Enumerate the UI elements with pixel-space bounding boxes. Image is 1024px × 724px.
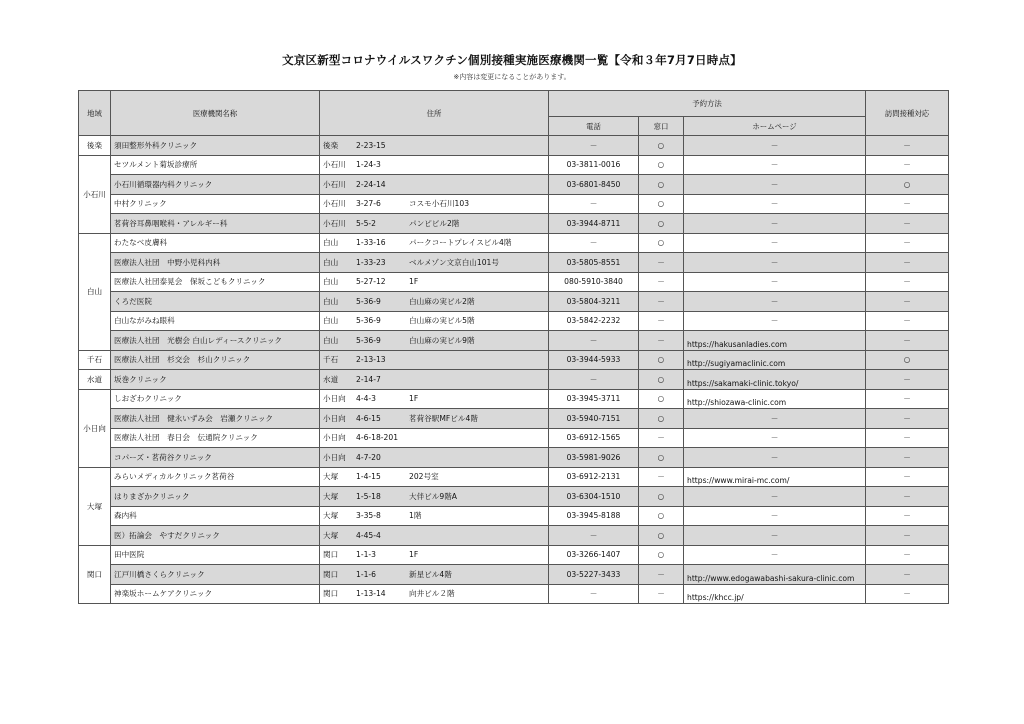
address-cell xyxy=(320,331,549,351)
header-homepage: ホームページ xyxy=(684,117,866,136)
address-town: 白山 xyxy=(323,335,339,345)
clinic-name: 小石川循環器内科クリニック xyxy=(111,175,320,195)
counter-cell: ○ xyxy=(639,370,684,390)
address-number: 5-36-9 xyxy=(356,316,381,326)
address-building: 1F xyxy=(409,394,419,404)
address-cell xyxy=(320,584,549,604)
address-cell xyxy=(320,565,549,585)
address-town: 小石川 xyxy=(323,160,346,170)
phone-cell: 03-5227-3433 xyxy=(549,565,639,585)
visit-cell: － xyxy=(866,272,949,292)
address-cell xyxy=(320,350,549,370)
counter-cell: － xyxy=(639,311,684,331)
homepage-cell: － xyxy=(684,526,866,546)
clinic-name: 医療法人社団 中野小児科内科 xyxy=(111,253,320,273)
phone-cell: － xyxy=(549,331,639,351)
address-number: 1-4-15 xyxy=(356,472,381,482)
document-title: 文京区新型コロナウイルスワクチン個別接種実施医療機関一覧【令和３年7月7日時点】 xyxy=(282,53,742,67)
visit-cell: － xyxy=(866,370,949,390)
homepage-link[interactable]: https://khcc.jp/ xyxy=(684,584,866,604)
clinic-name: 医療法人社団 春日会 伝通院クリニック xyxy=(111,428,320,448)
address-town: 白山 xyxy=(323,296,339,306)
header-reservation: 予約方法 xyxy=(549,91,866,117)
phone-cell: 03-6801-8450 xyxy=(549,175,639,195)
homepage-link[interactable]: http://shiozawa-clinic.com xyxy=(684,389,866,409)
address-town: 千石 xyxy=(323,355,339,365)
address-cell xyxy=(320,253,549,273)
visit-cell: － xyxy=(866,214,949,234)
address-number: 1-33-16 xyxy=(356,238,386,248)
counter-cell: ○ xyxy=(639,487,684,507)
visit-cell: － xyxy=(866,526,949,546)
homepage-cell: － xyxy=(684,155,866,175)
clinic-name: しおざわクリニック xyxy=(111,389,320,409)
counter-cell: ○ xyxy=(639,233,684,253)
address-cell xyxy=(320,506,549,526)
homepage-cell: － xyxy=(684,545,866,565)
address-cell xyxy=(320,175,549,195)
address-number: 1-24-3 xyxy=(356,160,381,170)
address-cell xyxy=(320,487,549,507)
table-row xyxy=(79,272,949,292)
address-town: 小石川 xyxy=(323,199,346,209)
address-number: 2-23-15 xyxy=(356,140,386,150)
counter-cell: － xyxy=(639,428,684,448)
visit-cell: － xyxy=(866,136,949,156)
area-cell: 小日向 xyxy=(79,389,111,467)
visit-cell: ○ xyxy=(866,175,949,195)
address-building: コスモ小石川103 xyxy=(409,199,470,209)
table-row xyxy=(79,331,949,351)
table-row xyxy=(79,545,949,565)
table-row xyxy=(79,175,949,195)
phone-cell: － xyxy=(549,584,639,604)
clinic-name: 須田整形外科クリニック xyxy=(111,136,320,156)
address-number: 3-35-8 xyxy=(356,511,381,521)
header-area: 地域 xyxy=(79,91,111,136)
counter-cell: ○ xyxy=(639,409,684,429)
header-address: 住所 xyxy=(320,91,549,136)
address-building: 1階 xyxy=(409,511,422,521)
clinic-name: 江戸川橋さくらクリニック xyxy=(111,565,320,585)
document-note: ※内容は変更になることがあります。 xyxy=(453,73,571,81)
clinic-name: 医療法人社団 光樹会 白山レディースクリニック xyxy=(111,331,320,351)
address-town: 小日向 xyxy=(323,394,346,404)
clinic-name: くろだ医院 xyxy=(111,292,320,312)
visit-cell: － xyxy=(866,292,949,312)
clinic-name: 医療法人社団 健永いずみ会 岩瀬クリニック xyxy=(111,409,320,429)
counter-cell: ○ xyxy=(639,214,684,234)
header-visit: 訪問接種対応 xyxy=(866,91,949,136)
table-row xyxy=(79,155,949,175)
address-number: 3-27-6 xyxy=(356,199,381,209)
address-town: 関口 xyxy=(323,589,339,599)
address-building: パンピビル2階 xyxy=(409,218,460,228)
area-cell: 白山 xyxy=(79,233,111,350)
visit-cell: － xyxy=(866,565,949,585)
address-town: 後楽 xyxy=(323,140,339,150)
homepage-cell: － xyxy=(684,175,866,195)
table-row xyxy=(79,448,949,468)
address-cell xyxy=(320,292,549,312)
address-town: 関口 xyxy=(323,550,339,560)
homepage-cell: － xyxy=(684,214,866,234)
counter-cell: ○ xyxy=(639,136,684,156)
area-cell: 千石 xyxy=(79,350,111,370)
address-cell xyxy=(320,194,549,214)
table-row xyxy=(79,136,949,156)
homepage-cell: － xyxy=(684,448,866,468)
phone-cell: － xyxy=(549,233,639,253)
address-number: 4-6-18-201 xyxy=(356,433,399,443)
address-building: ベルメゾン文京白山101号 xyxy=(409,257,499,267)
counter-cell: ○ xyxy=(639,175,684,195)
table-row xyxy=(79,526,949,546)
table-row xyxy=(79,292,949,312)
phone-cell: － xyxy=(549,526,639,546)
address-cell xyxy=(320,214,549,234)
clinic-table xyxy=(78,90,949,604)
address-town: 大塚 xyxy=(323,491,339,501)
address-building: 1F xyxy=(409,277,419,287)
phone-cell: 03-5981-9026 xyxy=(549,448,639,468)
address-number: 4-7-20 xyxy=(356,452,381,462)
address-cell xyxy=(320,389,549,409)
area-cell: 水道 xyxy=(79,370,111,390)
address-cell xyxy=(320,155,549,175)
visit-cell: － xyxy=(866,194,949,214)
clinic-name: 白山ながみね眼科 xyxy=(111,311,320,331)
header-phone: 電話 xyxy=(549,117,639,136)
address-number: 5-5-2 xyxy=(356,218,376,228)
address-building: 白山麻の実ビル9階 xyxy=(409,335,475,345)
clinic-name: はりまざかクリニック xyxy=(111,487,320,507)
counter-cell: ○ xyxy=(639,194,684,214)
address-number: 4-45-4 xyxy=(356,530,381,540)
phone-cell: 03-3944-5933 xyxy=(549,350,639,370)
clinic-name: セツルメント菊坂診療所 xyxy=(111,155,320,175)
table-row xyxy=(79,389,949,409)
homepage-cell: － xyxy=(684,194,866,214)
homepage-cell: － xyxy=(684,233,866,253)
table-row xyxy=(79,584,949,604)
address-building: 202号室 xyxy=(409,472,439,482)
phone-cell: 03-3945-8188 xyxy=(549,506,639,526)
address-cell xyxy=(320,428,549,448)
address-town: 水道 xyxy=(323,374,339,384)
address-building: 新星ビル4階 xyxy=(409,569,452,579)
address-number: 2-14-7 xyxy=(356,374,381,384)
phone-cell: 03-6912-2131 xyxy=(549,467,639,487)
address-town: 白山 xyxy=(323,277,339,287)
address-number: 5-36-9 xyxy=(356,335,381,345)
address-cell xyxy=(320,448,549,468)
phone-cell: － xyxy=(549,136,639,156)
homepage-cell: － xyxy=(684,272,866,292)
address-town: 白山 xyxy=(323,257,339,267)
phone-cell: 03-3945-3711 xyxy=(549,389,639,409)
address-cell xyxy=(320,526,549,546)
address-cell xyxy=(320,311,549,331)
address-town: 大塚 xyxy=(323,511,339,521)
phone-cell: － xyxy=(549,194,639,214)
visit-cell: － xyxy=(866,545,949,565)
counter-cell: ○ xyxy=(639,389,684,409)
clinic-name: みらいメディカルクリニック茗荷谷 xyxy=(111,467,320,487)
address-building: 向井ビル２階 xyxy=(409,589,455,599)
phone-cell: 03-3266-1407 xyxy=(549,545,639,565)
counter-cell: ○ xyxy=(639,526,684,546)
clinic-name: 田中医院 xyxy=(111,545,320,565)
counter-cell: － xyxy=(639,331,684,351)
homepage-link[interactable]: https://sakamaki-clinic.tokyo/ xyxy=(684,370,866,390)
address-number: 1-1-3 xyxy=(356,550,376,560)
address-cell xyxy=(320,545,549,565)
visit-cell: － xyxy=(866,311,949,331)
counter-cell: － xyxy=(639,253,684,273)
homepage-cell: － xyxy=(684,487,866,507)
visit-cell: － xyxy=(866,253,949,273)
table-row xyxy=(79,506,949,526)
counter-cell: ○ xyxy=(639,350,684,370)
table-row xyxy=(79,370,949,390)
clinic-name: 坂巻クリニック xyxy=(111,370,320,390)
homepage-link[interactable]: https://www.mirai-mc.com/ xyxy=(684,467,866,487)
address-town: 大塚 xyxy=(323,530,339,540)
address-number: 1-5-18 xyxy=(356,491,381,501)
address-town: 小石川 xyxy=(323,218,346,228)
homepage-cell: － xyxy=(684,136,866,156)
table-row xyxy=(79,467,949,487)
phone-cell: 03-5842-2232 xyxy=(549,311,639,331)
area-cell: 小石川 xyxy=(79,155,111,233)
phone-cell: － xyxy=(549,370,639,390)
phone-cell: 03-3944-8711 xyxy=(549,214,639,234)
counter-cell: － xyxy=(639,292,684,312)
visit-cell: ○ xyxy=(866,350,949,370)
table-row xyxy=(79,233,949,253)
phone-cell: 03-5805-8551 xyxy=(549,253,639,273)
address-town: 小日向 xyxy=(323,413,346,423)
phone-cell: 080-5910-3840 xyxy=(549,272,639,292)
address-number: 1-13-14 xyxy=(356,589,386,599)
header-name: 医療機関名称 xyxy=(111,91,320,136)
address-cell xyxy=(320,467,549,487)
visit-cell: － xyxy=(866,428,949,448)
address-number: 2-13-13 xyxy=(356,355,386,365)
clinic-name: わたなべ皮膚科 xyxy=(111,233,320,253)
address-building: 1F xyxy=(409,550,419,560)
counter-cell: － xyxy=(639,467,684,487)
visit-cell: － xyxy=(866,584,949,604)
phone-cell: 03-6304-1510 xyxy=(549,487,639,507)
table-row xyxy=(79,350,949,370)
address-cell xyxy=(320,272,549,292)
visit-cell: － xyxy=(866,409,949,429)
address-number: 1-33-23 xyxy=(356,257,386,267)
address-town: 白山 xyxy=(323,316,339,326)
address-building: 白山麻の実ビル5階 xyxy=(409,316,475,326)
visit-cell: － xyxy=(866,506,949,526)
homepage-cell: － xyxy=(684,506,866,526)
address-number: 5-36-9 xyxy=(356,296,381,306)
counter-cell: － xyxy=(639,584,684,604)
visit-cell: － xyxy=(866,487,949,507)
phone-cell: 03-6912-1565 xyxy=(549,428,639,448)
address-number: 2-24-14 xyxy=(356,179,386,189)
address-building: 茗荷谷駅MFビル4階 xyxy=(409,413,478,423)
address-building: パークコートプレイスビル4階 xyxy=(409,238,512,248)
address-town: 関口 xyxy=(323,569,339,579)
homepage-cell: － xyxy=(684,428,866,448)
address-town: 白山 xyxy=(323,238,339,248)
table-row xyxy=(79,565,949,585)
address-number: 4-6-15 xyxy=(356,413,381,423)
clinic-name: 医療法人社団 杉交会 杉山クリニック xyxy=(111,350,320,370)
address-cell xyxy=(320,409,549,429)
table-row xyxy=(79,311,949,331)
address-number: 1-1-6 xyxy=(356,569,376,579)
counter-cell: ○ xyxy=(639,506,684,526)
address-number: 5-27-12 xyxy=(356,277,386,287)
homepage-cell: － xyxy=(684,253,866,273)
address-town: 小日向 xyxy=(323,433,346,443)
visit-cell: － xyxy=(866,331,949,351)
clinic-name: コパーズ・茗荷谷クリニック xyxy=(111,448,320,468)
homepage-cell: － xyxy=(684,292,866,312)
clinic-name: 茗荷谷耳鼻咽喉科・アレルギー科 xyxy=(111,214,320,234)
phone-cell: 03-5804-3211 xyxy=(549,292,639,312)
header-counter: 窓口 xyxy=(639,117,684,136)
homepage-link[interactable]: http://www.edogawabashi-sakura-clinic.com xyxy=(684,565,866,585)
table-row xyxy=(79,253,949,273)
address-number: 4-4-3 xyxy=(356,394,376,404)
phone-cell: 03-3811-0016 xyxy=(549,155,639,175)
visit-cell: － xyxy=(866,233,949,253)
table-row xyxy=(79,214,949,234)
address-cell xyxy=(320,136,549,156)
address-building: 大伴ビル9階A xyxy=(409,491,457,501)
address-town: 小日向 xyxy=(323,452,346,462)
counter-cell: ○ xyxy=(639,155,684,175)
visit-cell: － xyxy=(866,448,949,468)
table-row xyxy=(79,428,949,448)
area-cell: 関口 xyxy=(79,545,111,604)
clinic-name: 中村クリニック xyxy=(111,194,320,214)
counter-cell: ○ xyxy=(639,448,684,468)
table-body xyxy=(79,136,949,604)
counter-cell: － xyxy=(639,565,684,585)
table-row xyxy=(79,409,949,429)
visit-cell: － xyxy=(866,155,949,175)
homepage-cell: － xyxy=(684,409,866,429)
counter-cell: ○ xyxy=(639,545,684,565)
address-town: 大塚 xyxy=(323,472,339,482)
visit-cell: － xyxy=(866,467,949,487)
table-row xyxy=(79,194,949,214)
phone-cell: 03-5940-7151 xyxy=(549,409,639,429)
address-town: 小石川 xyxy=(323,179,346,189)
table-row xyxy=(79,487,949,507)
address-building: 白山麻の実ビル2階 xyxy=(409,296,475,306)
counter-cell: － xyxy=(639,272,684,292)
area-cell: 大塚 xyxy=(79,467,111,545)
address-cell xyxy=(320,370,549,390)
area-cell: 後楽 xyxy=(79,136,111,156)
visit-cell: － xyxy=(866,389,949,409)
homepage-link[interactable]: https://hakusanladies.com xyxy=(684,331,866,351)
homepage-cell: － xyxy=(684,311,866,331)
clinic-name: 医療法人社団泰晃会 保坂こどもクリニック xyxy=(111,272,320,292)
address-cell xyxy=(320,233,549,253)
clinic-name: 医）拓論会 やすだクリニック xyxy=(111,526,320,546)
clinic-name: 森内科 xyxy=(111,506,320,526)
homepage-link[interactable]: http://sugiyamaclinic.com xyxy=(684,350,866,370)
clinic-name: 神楽坂ホームケアクリニック xyxy=(111,584,320,604)
